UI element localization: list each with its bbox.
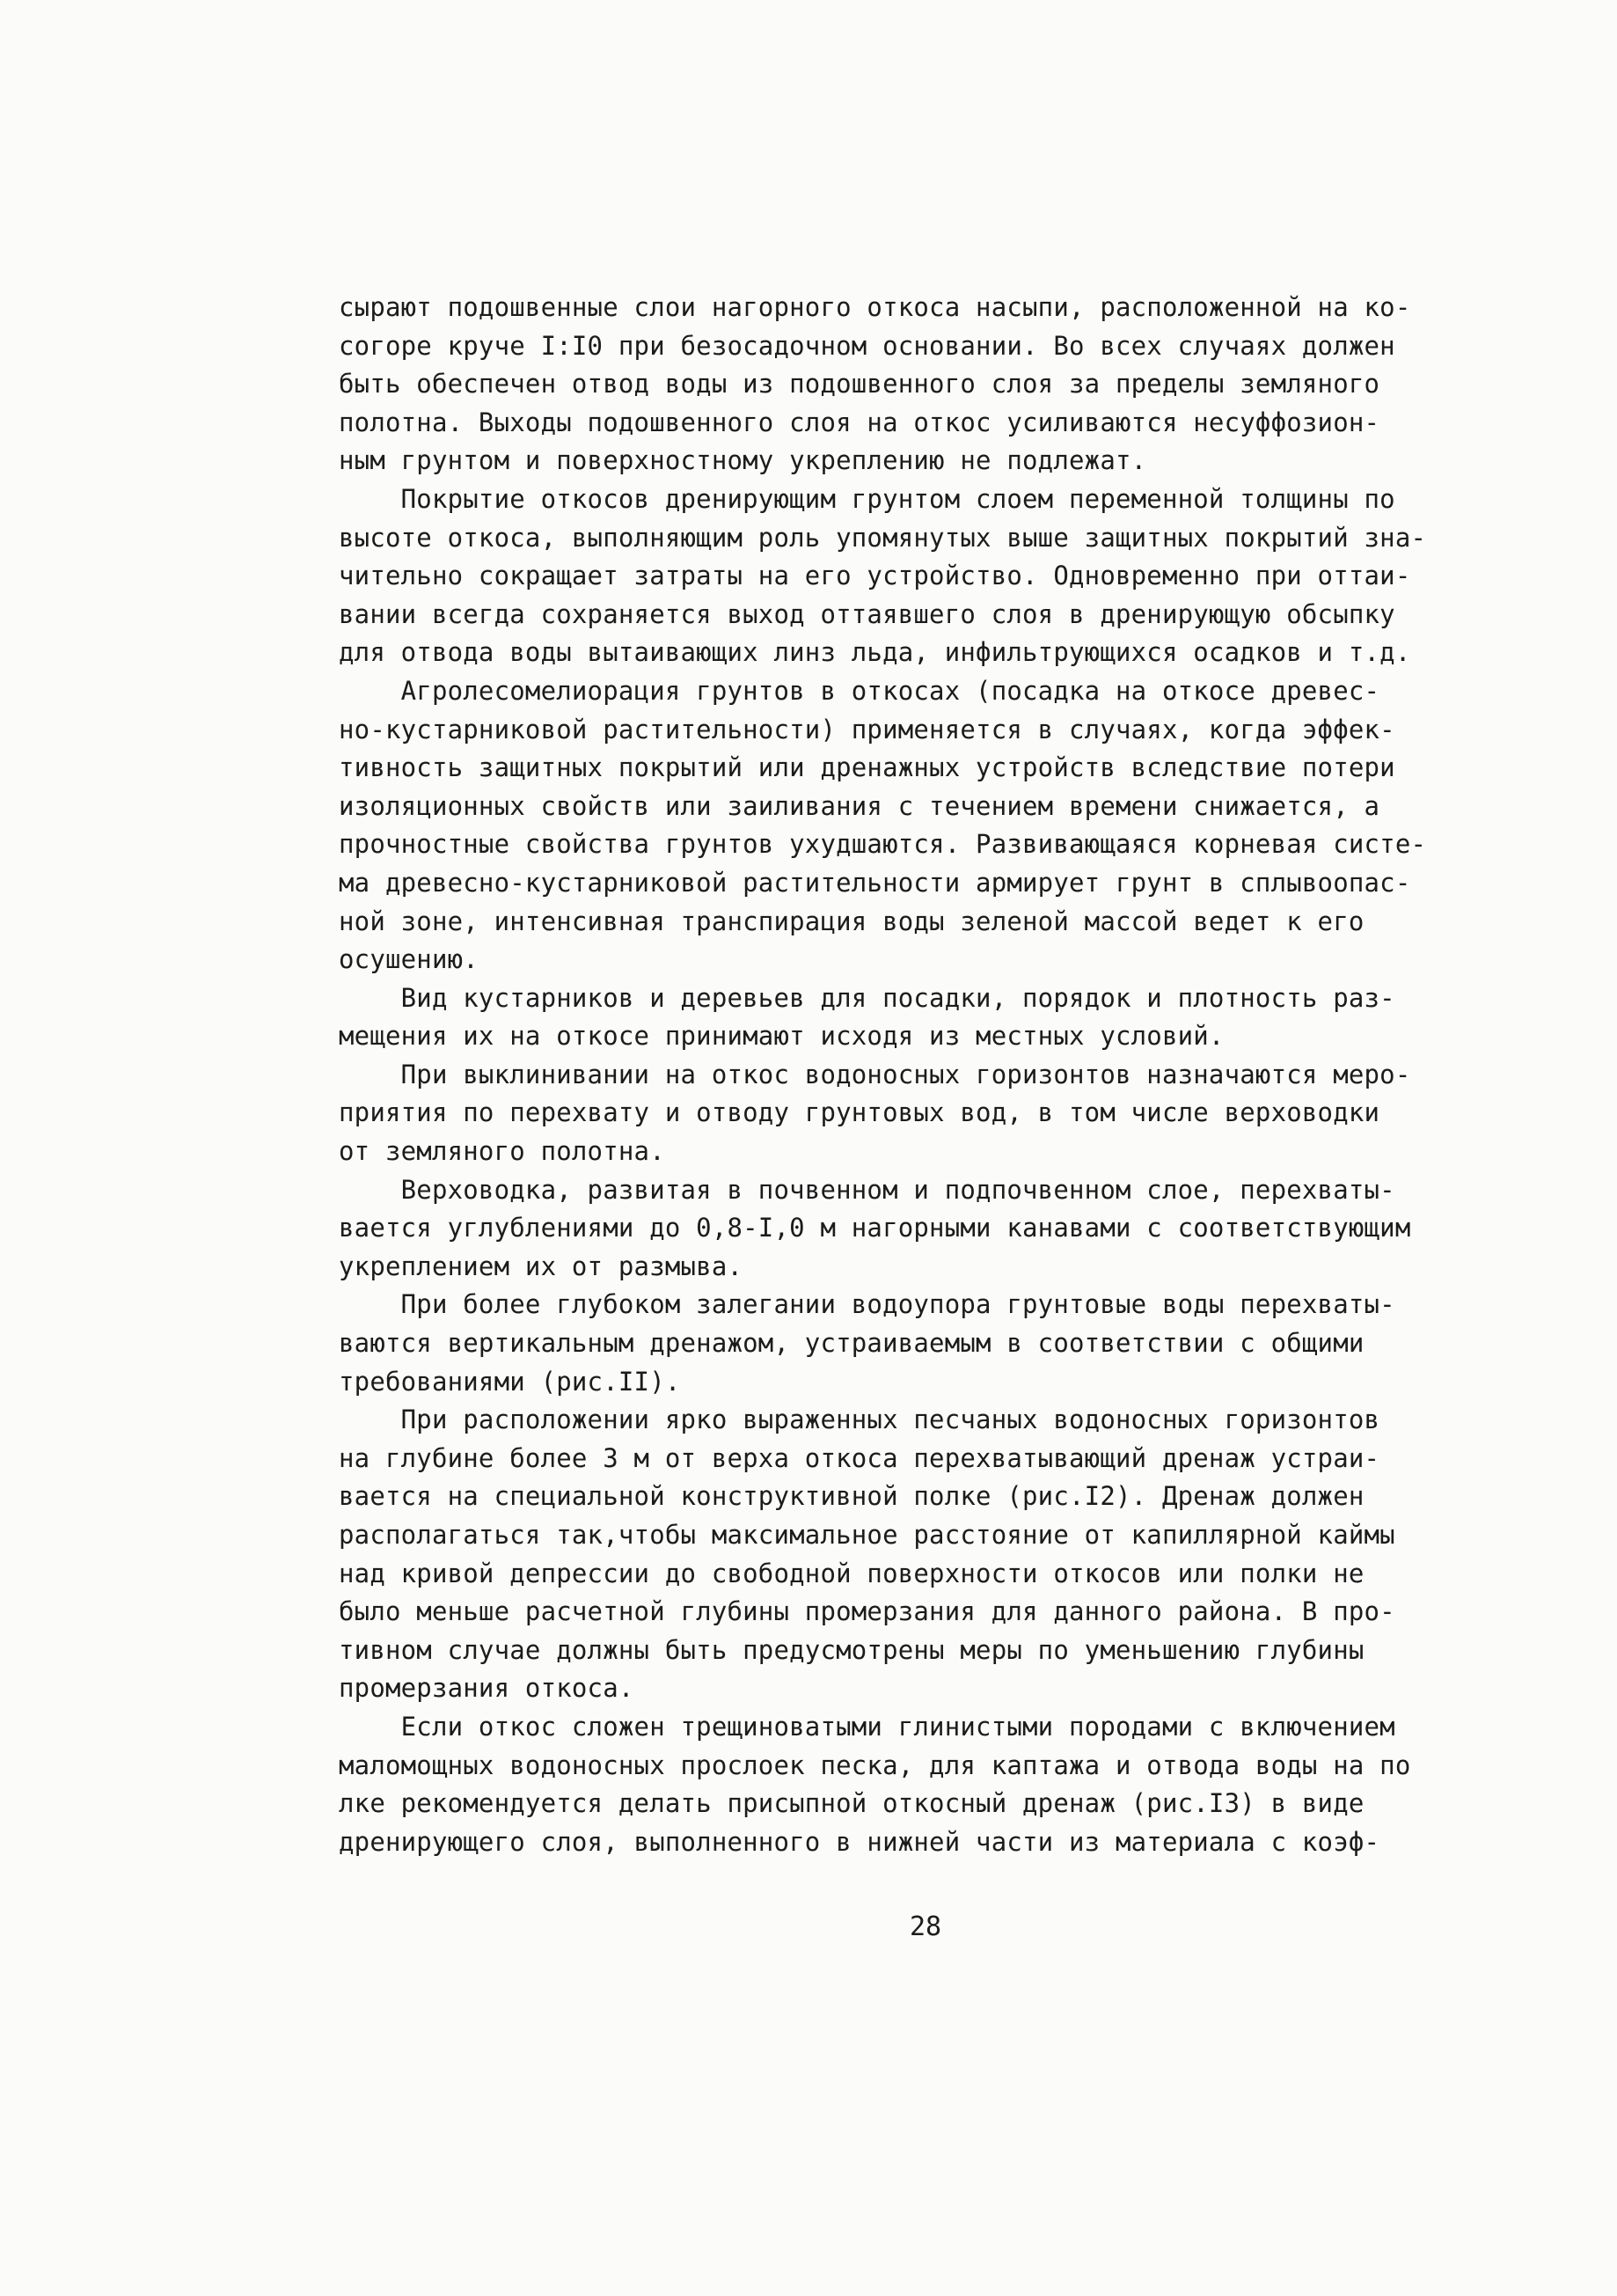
text-line: Если откос сложен трещиноватыми глинистыми породами с включением [339, 1711, 1395, 1742]
text-line: промерзания откоса. [339, 1673, 634, 1704]
text-line: требованиями (рис.II). [339, 1366, 681, 1397]
text-line: Вид кустарников и деревьев для посадки, порядок и плотность раз- [339, 982, 1395, 1013]
text-line: При расположении ярко выраженных песчаных водоносных горизонтов [339, 1405, 1380, 1435]
text-line: ным грунтом и поверхностному укреплению не подлежат. [339, 445, 1147, 476]
text-line: вании всегда сохраняется выход оттаявшего слоя в дренирующую обсыпку [339, 598, 1395, 629]
text-line: полотна. Выходы подошвенного слоя на откос усиливаются несуффозион- [339, 407, 1380, 437]
text-line: сырают подошвенные слои нагорного откоса насыпи, расположенной на ко- [339, 292, 1411, 322]
text-line: приятия по перехвату и отводу грунтовых вод, в том числе верховодки [339, 1097, 1380, 1128]
body-text [339, 289, 1474, 1861]
text-line: мещения их на откосе принимают исходя из местных условий. [339, 1021, 1225, 1052]
text-line: на глубине более 3 м от верха откоса перехватывающий дренаж устраи- [339, 1442, 1380, 1473]
text-line: чительно сокращает затраты на его устройство. Одновременно при оттаи- [339, 561, 1411, 591]
page-number: 28 [910, 1911, 942, 1942]
text-line: быть обеспечен отвод воды из подошвенного слоя за пределы земляного [339, 369, 1380, 400]
text-line: При более глубоком залегании водоупора грунтовые воды перехваты- [339, 1289, 1395, 1320]
text-line: но-кустарниковой растительности) применяется в случаях, когда эффек- [339, 714, 1395, 745]
text-line: для отвода воды вытаивающих линз льда, инфильтрующихся осадков и т.д. [339, 637, 1411, 668]
text-line: маломощных водоносных прослоек песка, для каптажа и отвода воды на по [339, 1750, 1411, 1780]
text-line: располагаться так,чтобы максимальное расстояние от капиллярной каймы [339, 1520, 1395, 1550]
text-line: лке рекомендуется делать присыпной откосный дренаж (рис.I3) в виде [339, 1788, 1365, 1819]
text-line: тивном случае должны быть предусмотрены меры по уменьшению глубины [339, 1634, 1365, 1665]
text-line: ной зоне, интенсивная транспирация воды зеленой массой ведет к его [339, 906, 1365, 936]
text-line: согоре круче I:I0 при безосадочном основании. Во всех случаях должен [339, 330, 1395, 361]
text-line: было меньше расчетной глубины промерзания для данного района. В про- [339, 1596, 1395, 1627]
text-line: тивность защитных покрытий или дренажных устройств вследствие потери [339, 752, 1395, 783]
text-line: над кривой депрессии до свободной поверхности откосов или полки не [339, 1558, 1365, 1588]
text-line: вается углублениями до 0,8-I,0 м нагорными канавами с соответствующим [339, 1213, 1411, 1243]
text-line: дренирующего слоя, выполненного в нижней части из материала с коэф- [339, 1826, 1380, 1857]
text-line: от земляного полотна. [339, 1136, 665, 1167]
text-line: осушению. [339, 944, 479, 975]
text-line: высоте откоса, выполняющим роль упомянутых выше защитных покрытий зна- [339, 522, 1427, 553]
text-line: изоляционных свойств или заиливания с течением времени снижается, а [339, 790, 1380, 821]
text-line: прочностные свойства грунтов ухудшаются. Развивающаяся корневая систе- [339, 829, 1427, 860]
text-line: вается на специальной конструктивной полке (рис.I2). Дренаж должен [339, 1481, 1365, 1512]
text-line: Агролесомелиорация грунтов в откосах (посадка на откосе древес- [339, 675, 1380, 706]
text-line: ма древесно-кустарниковой растительности армирует грунт в сплывоопас- [339, 867, 1411, 898]
text-line: Покрытие откосов дренирующим грунтом слоем переменной толщины по [339, 483, 1395, 514]
text-line: Верховодка, развитая в почвенном и подпочвенном слое, перехваты- [339, 1174, 1395, 1205]
text-line: ваются вертикальным дренажом, устраиваемым в соответствии с общими [339, 1328, 1365, 1359]
text-line: укреплением их от размыва. [339, 1251, 743, 1281]
text-line: При выклинивании на откос водоносных горизонтов назначаются меро- [339, 1059, 1411, 1089]
